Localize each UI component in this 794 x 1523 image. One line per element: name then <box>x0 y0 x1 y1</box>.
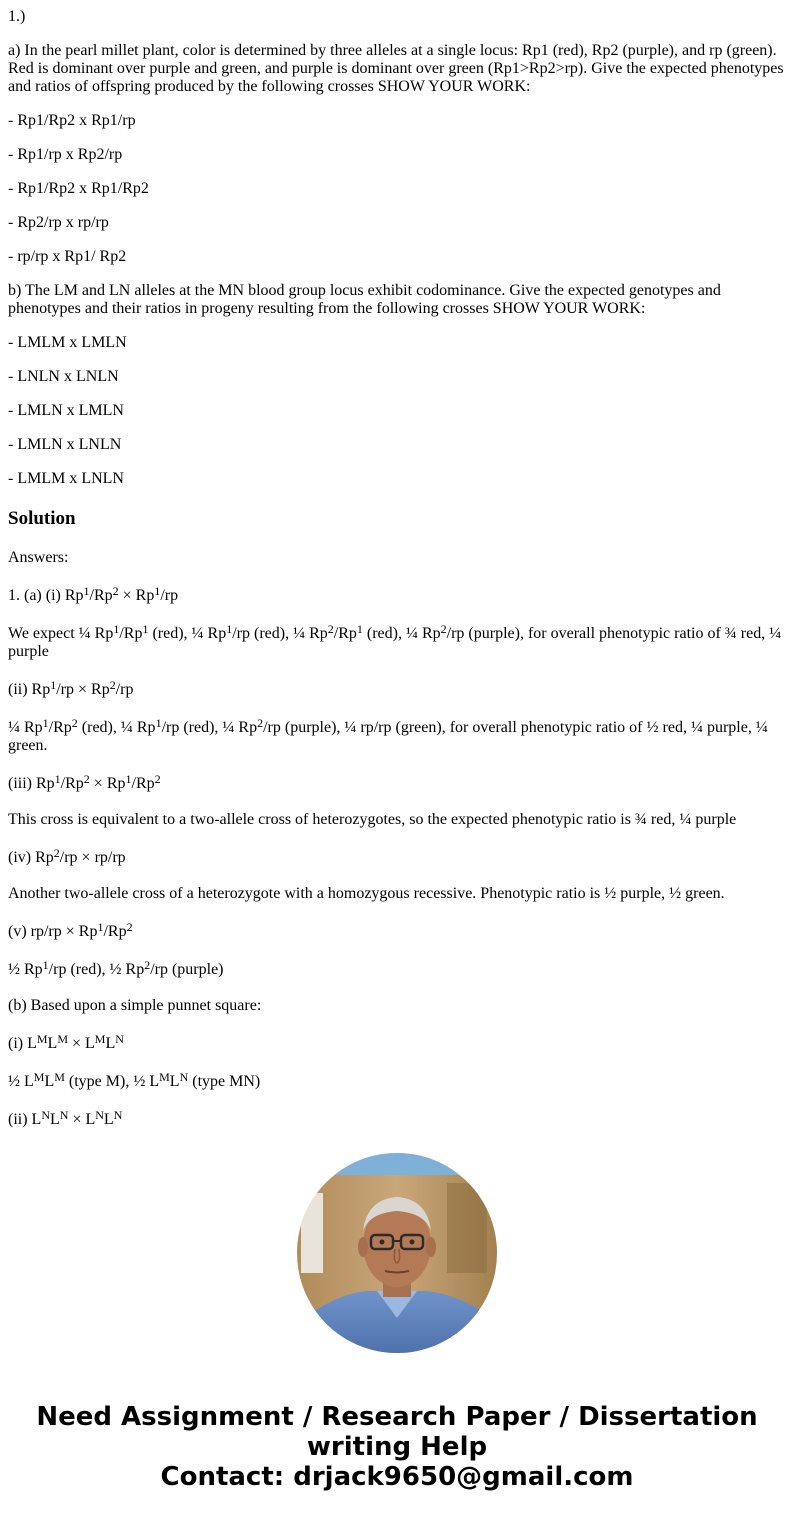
answer-a-iv-cross: (iv) $Rp^2/rp \times rp/rp$ <box>8 846 126 866</box>
part-a-cross-2: - Rp1/rp x Rp2/rp <box>8 146 123 163</box>
part-b-cross-2: - LNLN x LNLN <box>8 368 119 385</box>
solution-heading: Solution <box>8 508 76 529</box>
superscript: N <box>113 1108 123 1122</box>
part-b-cross-3: - LMLN x LMLN <box>8 402 124 419</box>
answer-a-ii-result: ¼ Rp$^1$/Rp$^2$ (red), ¼ Rp$^1$/rp (red), ¼ Rp$^2$/rp (purple), ¼ rp/rp (green), for overall phenotypic ratio of ½ red, ¼ purple, ¼ green. <box>8 716 768 754</box>
answer-a-v-cross: (v) $rp/rp \times Rp^1/Rp^2$ <box>8 920 133 940</box>
superscript: 1 <box>42 958 49 972</box>
answer-b-i-cross: (i) $L^ML^M \times L^ML^N$ <box>8 1032 124 1052</box>
superscript: 2 <box>83 772 90 786</box>
promo-line-1: Need Assignment / Research Paper / Dissertation <box>36 1402 758 1432</box>
superscript: 1 <box>97 920 104 934</box>
superscript: 2 <box>71 716 78 730</box>
superscript: 1 <box>125 772 132 786</box>
person-portrait-icon <box>297 1153 497 1353</box>
answer-a-i-prefix: 1. (a) (i) <box>8 587 65 604</box>
superscript: 1 <box>226 622 233 636</box>
superscript: 1 <box>42 716 49 730</box>
superscript: 2 <box>257 716 264 730</box>
superscript: 2 <box>144 958 151 972</box>
answer-a-iii-result: This cross is equivalent to a two-allele cross of heterozygotes, so the expected phenotypic ratio is ¾ red, ¼ purple <box>8 811 737 828</box>
superscript: N <box>41 1108 50 1122</box>
superscript: M <box>57 1032 68 1046</box>
answer-a-i-cross <box>8 584 786 605</box>
superscript: M <box>94 1032 106 1046</box>
superscript: N <box>115 1032 124 1046</box>
superscript: 2 <box>53 846 60 860</box>
superscript: M <box>159 1070 170 1084</box>
part-a-cross-1: - Rp1/Rp2 x Rp1/rp <box>8 112 136 129</box>
promo-banner <box>0 1402 794 1492</box>
superscript: N <box>95 1108 104 1122</box>
promo-line-2: writing Help <box>306 1432 488 1462</box>
superscript: N <box>59 1108 69 1122</box>
answer-b-i-result: ½ $L^ML^M$ (type M), ½ $L^ML^N$ (type MN) <box>8 1070 261 1090</box>
answer-a-i-result: We expect ¼ Rp$^1$/Rp$^1$ (red), ¼ Rp$^1$/rp (red), ¼ Rp$^2$/Rp$^1$ (red), ¼ Rp$^2$/rp (purple), for overall phenotypic ratio of ¾ red, ¼ purple <box>8 622 782 660</box>
superscript: 1 <box>356 622 363 636</box>
answer-b-ii-cross: (ii) $L^NL^N \times L^NL^N$ <box>8 1108 123 1128</box>
superscript: M <box>54 1070 65 1084</box>
part-a-cross-4: - Rp2/rp x rp/rp <box>8 214 109 231</box>
superscript: 1 <box>83 584 90 598</box>
answers-label: Answers: <box>8 549 69 566</box>
superscript: 1 <box>154 584 161 598</box>
superscript: 2 <box>109 678 116 692</box>
part-b-intro: b) The LM and LN alleles at the MN blood group locus exhibit codominance. Give the expected genotypes and phenotypes and their ratios in progeny resulting from the following crosses SHOW YOUR WORK: <box>8 282 721 317</box>
superscript: 2 <box>440 622 447 636</box>
part-a-cross-5: - rp/rp x Rp1/ Rp2 <box>8 248 127 265</box>
superscript: M <box>36 1032 48 1046</box>
superscript: 1 <box>113 622 120 636</box>
part-a-intro: a) In the pearl millet plant, color is determined by three alleles at a single locus: Rp1 (red), Rp2 (purple), and rp (green). Red is dominant over purple and green, and purple is dominant over green (Rp1>Rp2>rp). Give the expected phenotypes and ratios of offspring produced by the following crosses SHOW YOUR WORK: <box>8 42 784 95</box>
question-number: 1.) <box>8 8 26 25</box>
answer-a-v-result: ½ Rp$^1$/rp (red), ½ Rp$^2$/rp (purple) <box>8 958 224 978</box>
superscript: 2 <box>154 772 161 786</box>
superscript: 2 <box>112 584 119 598</box>
avatar <box>297 1153 497 1353</box>
superscript: 1 <box>142 622 149 636</box>
answer-a-iii-cross: (iii) $Rp^1/Rp^2 \times Rp^1/Rp^2$ <box>8 772 161 792</box>
superscript: 1 <box>54 772 61 786</box>
document-body <box>8 0 786 1129</box>
superscript: 1 <box>155 716 162 730</box>
part-b-cross-4: - LMLN x LNLN <box>8 436 122 453</box>
promo-contact: Contact: drjack9650@gmail.com <box>160 1462 634 1492</box>
superscript: 1 <box>50 678 57 692</box>
part-a-cross-3: - Rp1/Rp2 x Rp1/Rp2 <box>8 180 149 197</box>
part-b-cross-5: - LMLM x LNLN <box>8 470 124 487</box>
superscript: M <box>33 1070 45 1084</box>
answer-a-iv-result: Another two-allele cross of a heterozygote with a homozygous recessive. Phenotypic ratio is ½ purple, ½ green. <box>8 885 725 902</box>
superscript: N <box>179 1070 189 1084</box>
part-b-cross-1: - LMLM x LMLN <box>8 334 127 351</box>
answer-b-intro: (b) Based upon a simple punnet square: <box>8 997 262 1014</box>
superscript: 2 <box>327 622 334 636</box>
superscript: 2 <box>126 920 133 934</box>
answer-a-ii-cross: (ii) $Rp^1/rp \times Rp^2/rp$ <box>8 678 134 698</box>
answer-a-i-genotypes: $Rp^1/Rp^2 \times Rp^1/rp$ <box>64 584 179 604</box>
